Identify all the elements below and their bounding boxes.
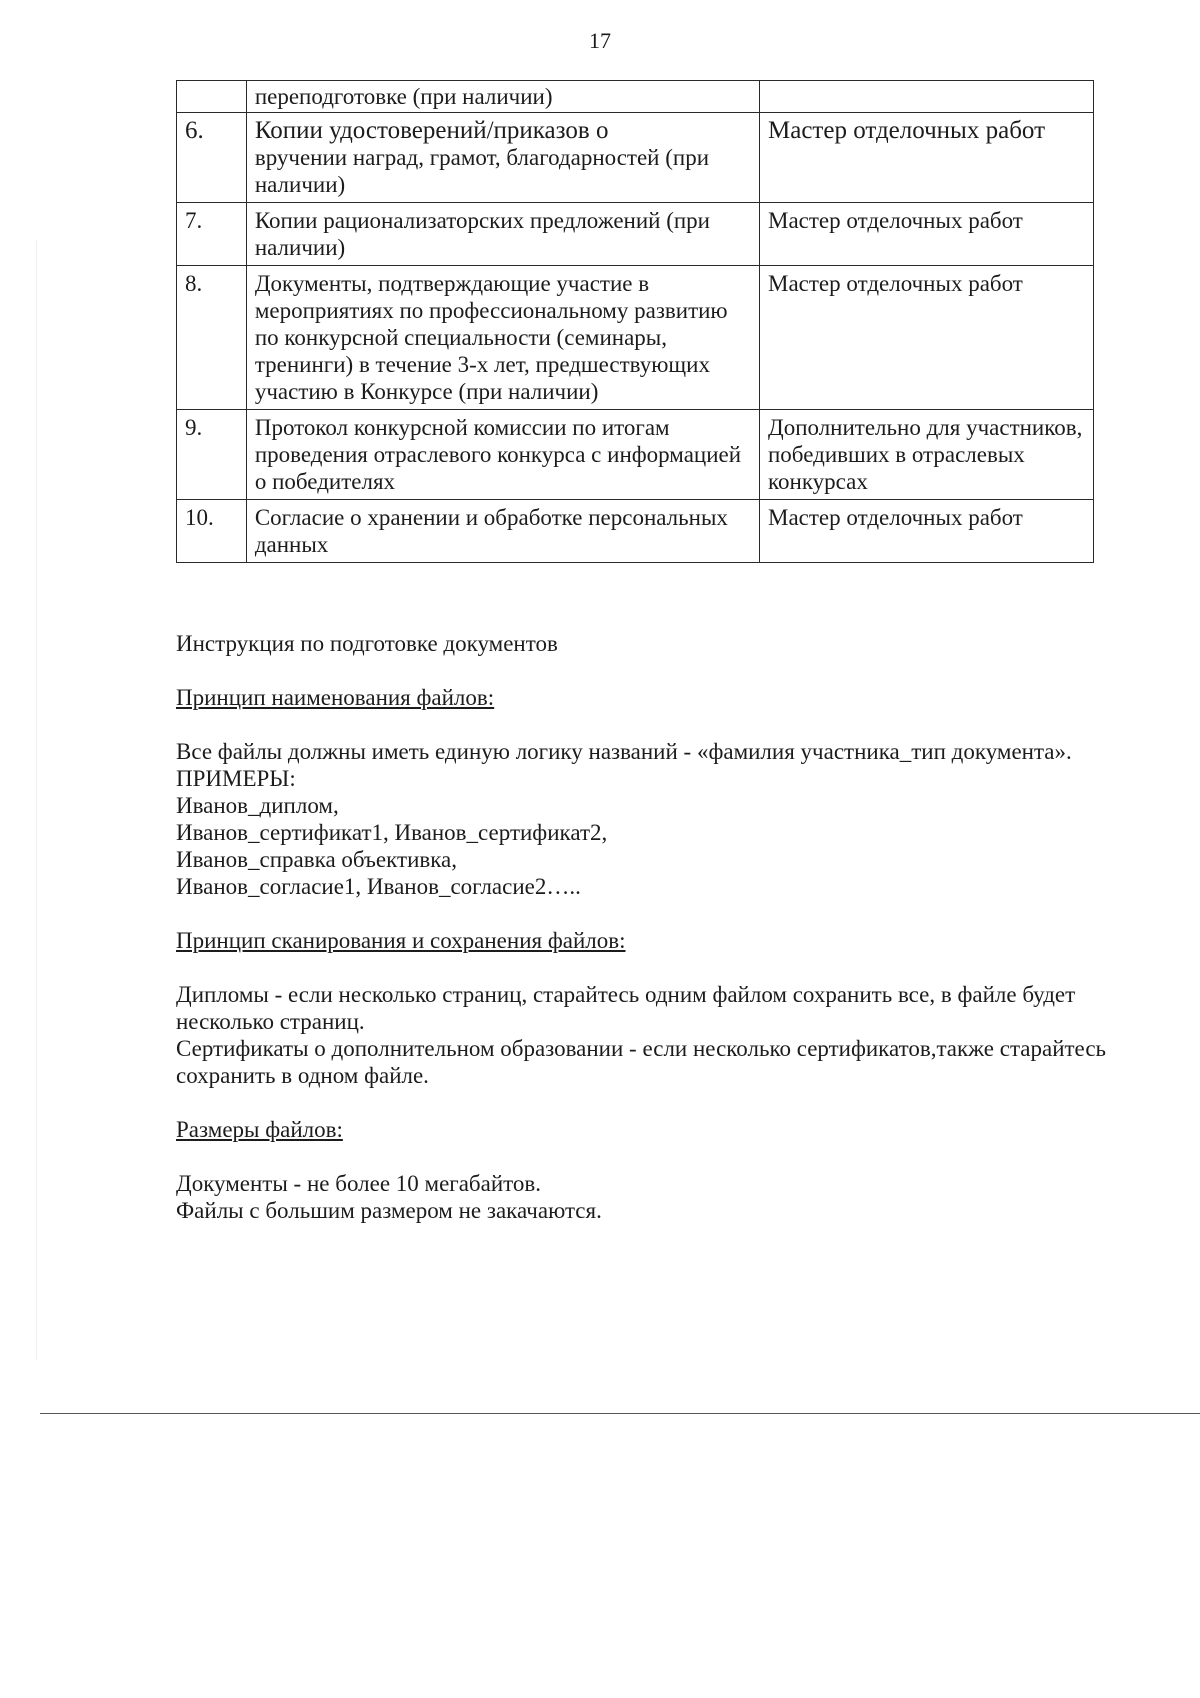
row-document-title: Протокол конкурсной комиссии по итогам проведения отраслевого конкурса с информацией о победителях xyxy=(246,410,759,500)
naming-text: Все файлы должны иметь единую логику названий - «фамилия участника_тип документа». xyxy=(176,739,1072,764)
row-number: 6. xyxy=(177,113,247,203)
example-line: Иванов_справка объективка, xyxy=(176,847,458,872)
row-note xyxy=(760,81,1094,113)
row-number xyxy=(177,81,247,113)
instructions-section xyxy=(176,630,1116,1224)
row-number: 10. xyxy=(177,500,247,563)
row-document-title: Копии рационализаторских предложений (при наличии) xyxy=(246,203,759,266)
row-number: 9. xyxy=(177,410,247,500)
page-number: 17 xyxy=(589,28,611,53)
row-document-title: Согласие о хранении и обработке персональных данных xyxy=(246,500,759,563)
footer-rule xyxy=(40,1413,1200,1414)
row-note: Дополнительно для участников, победивших в отраслевых конкурсах xyxy=(760,410,1094,500)
row-document-title: переподготовке (при наличии) xyxy=(246,81,759,113)
certificates-text: Сертификаты о дополнительном образовании - если несколько сертификатов,также старайтесь сохранить в одном файле. xyxy=(176,1036,1107,1088)
naming-heading: Принцип наименования файлов: xyxy=(176,685,495,710)
example-line: Иванов_согласие1, Иванов_согласие2….. xyxy=(176,874,581,899)
example-line: Иванов_сертификат1, Иванов_сертификат2, xyxy=(176,820,608,845)
row-number: 8. xyxy=(177,266,247,410)
table-row xyxy=(177,500,1094,563)
table-row xyxy=(177,266,1094,410)
scan-margin-line xyxy=(36,240,37,1360)
row-note: Мастер отделочных работ xyxy=(760,113,1094,203)
documents-table xyxy=(176,80,1094,563)
row-title-lead: Копии удостоверений/приказов о xyxy=(254,117,609,144)
row-document-title xyxy=(246,113,759,203)
row-note: Мастер отделочных работ xyxy=(760,500,1094,563)
table-row xyxy=(177,410,1094,500)
examples-label: ПРИМЕРЫ: xyxy=(176,766,296,791)
table-row xyxy=(177,113,1094,203)
row-note: Мастер отделочных работ xyxy=(760,203,1094,266)
row-note: Мастер отделочных работ xyxy=(760,266,1094,410)
sizes-heading: Размеры файлов: xyxy=(176,1117,343,1142)
diplomas-text: Дипломы - если несколько страниц, старайтесь одним файлом сохранить все, в файле будет несколько страниц. xyxy=(176,982,1076,1034)
row-document-title: Документы, подтверждающие участие в мероприятиях по профессиональному развитию по конкурсной специальности (семинары, тренинги) в течение 3-х лет, предшествующих участию в Конкурсе (при наличии) xyxy=(246,266,759,410)
example-line: Иванов_диплом, xyxy=(176,793,339,818)
size-note-text: Файлы с большим размером не закачаются. xyxy=(176,1198,602,1223)
scanning-heading: Принцип сканирования и сохранения файлов: xyxy=(176,928,626,953)
size-limit-text: Документы - не более 10 мегабайтов. xyxy=(176,1171,542,1196)
table-row xyxy=(177,81,1094,113)
table-row xyxy=(177,203,1094,266)
row-number: 7. xyxy=(177,203,247,266)
instructions-title: Инструкция по подготовке документов xyxy=(176,631,558,656)
row-title-rest: вручении наград, грамот, благодарностей (при наличии) xyxy=(254,145,710,197)
